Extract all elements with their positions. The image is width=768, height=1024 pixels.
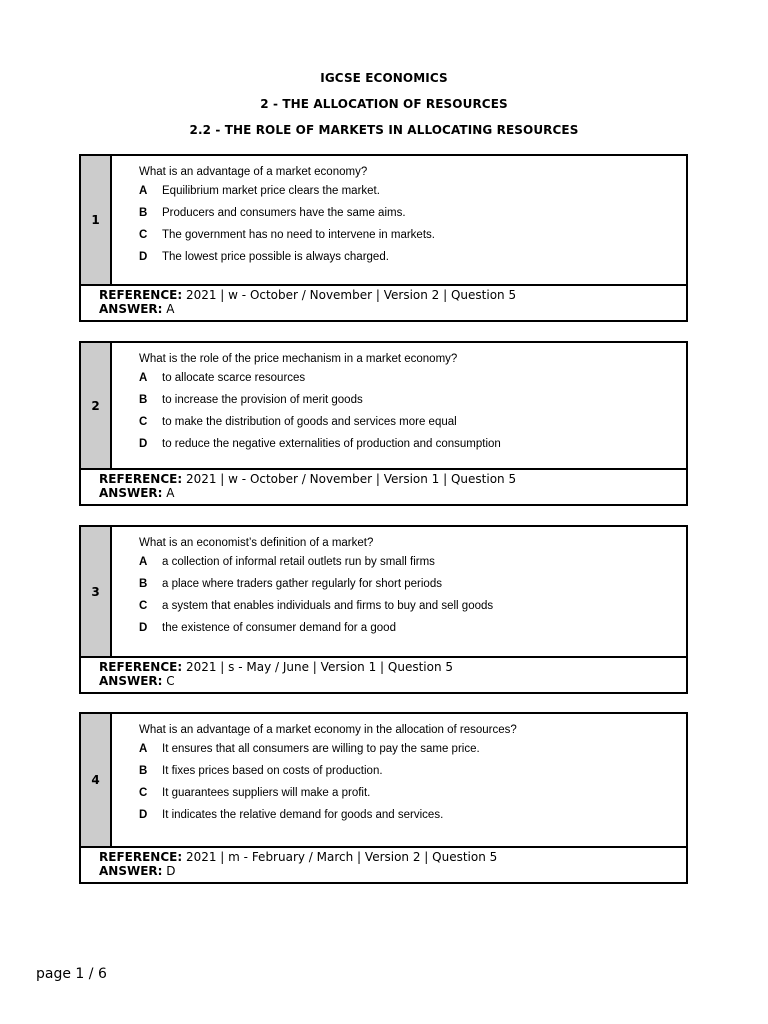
- question-block-4: [79, 712, 688, 884]
- unit-title: 2 - THE ALLOCATION OF RESOURCES: [260, 97, 508, 111]
- option-text: Producers and consumers have the same aims.: [162, 207, 406, 219]
- option-letter: D: [139, 438, 148, 450]
- question-content: [112, 714, 686, 846]
- option-letter: D: [139, 251, 148, 263]
- answer-label: ANSWER:: [99, 302, 163, 316]
- option-text: The government has no need to intervene in markets.: [162, 229, 435, 241]
- question-number: 3: [81, 527, 112, 656]
- question-content: [112, 343, 686, 468]
- answer-label: ANSWER:: [99, 674, 163, 688]
- option-text: to allocate scarce resources: [162, 372, 306, 384]
- option-text: to increase the provision of merit goods: [162, 394, 363, 406]
- option-letter: C: [139, 600, 148, 612]
- option-text: It guarantees suppliers will make a profit.: [162, 787, 371, 799]
- option-letter: D: [139, 622, 148, 634]
- option-text: It ensures that all consumers are willing to pay the same price.: [162, 743, 480, 755]
- question-body: [81, 527, 686, 658]
- reference-label: REFERENCE:: [99, 660, 183, 674]
- option-text: to reduce the negative externalities of production and consumption: [162, 438, 501, 450]
- option-letter: B: [139, 207, 148, 219]
- question-block-2: [79, 341, 688, 506]
- reference-label: REFERENCE:: [99, 850, 183, 864]
- question-text: What is an advantage of a market economy in the allocation of resources?: [139, 724, 517, 736]
- option-text: a collection of informal retail outlets run by small firms: [162, 556, 435, 568]
- document-title: IGCSE ECONOMICS: [320, 71, 448, 85]
- option-letter: B: [139, 765, 148, 777]
- answer-value: A: [166, 302, 175, 316]
- option-text: Equilibrium market price clears the market.: [162, 185, 380, 197]
- option-a: [139, 738, 686, 760]
- page-indicator: page 1 / 6: [36, 966, 107, 982]
- option-c: [139, 595, 686, 617]
- answer-line: [99, 674, 686, 688]
- option-letter: A: [139, 372, 148, 384]
- option-a: [139, 551, 686, 573]
- answer-label: ANSWER:: [99, 486, 163, 500]
- question-block-1: [79, 154, 688, 322]
- option-letter: C: [139, 787, 148, 799]
- reference-line: [99, 660, 686, 674]
- question-footer: [81, 470, 686, 504]
- option-b: [139, 202, 686, 224]
- option-text: to make the distribution of goods and services more equal: [162, 416, 457, 428]
- option-letter: B: [139, 394, 148, 406]
- reference-value: 2021 | m - February / March | Version 2 | Question 5: [185, 850, 498, 864]
- answer-value: C: [166, 674, 175, 688]
- question-number: 4: [81, 714, 112, 846]
- option-b: [139, 760, 686, 782]
- option-c: [139, 224, 686, 246]
- option-text: a system that enables individuals and firms to buy and sell goods: [162, 600, 494, 612]
- answer-line: [99, 302, 686, 316]
- option-b: [139, 389, 686, 411]
- option-text: the existence of consumer demand for a good: [162, 622, 396, 634]
- reference-line: [99, 288, 686, 302]
- reference-value: 2021 | w - October / November | Version 1 | Question 5: [185, 472, 517, 486]
- question-content: [112, 156, 686, 284]
- option-letter: A: [139, 743, 148, 755]
- option-text: It indicates the relative demand for goods and services.: [162, 809, 444, 821]
- question-number: 2: [81, 343, 112, 468]
- question-footer: [81, 658, 686, 692]
- option-c: [139, 782, 686, 804]
- option-a: [139, 367, 686, 389]
- question-text: What is an economist’s definition of a market?: [139, 537, 374, 549]
- option-letter: A: [139, 185, 148, 197]
- question-text: What is the role of the price mechanism in a market economy?: [139, 353, 458, 365]
- option-letter: C: [139, 229, 148, 241]
- question-number: 1: [81, 156, 112, 284]
- option-d: [139, 246, 686, 268]
- question-footer: [81, 848, 686, 882]
- option-text: The lowest price possible is always charged.: [162, 251, 389, 263]
- question-body: [81, 156, 686, 286]
- question-content: [112, 527, 686, 656]
- option-letter: A: [139, 556, 148, 568]
- option-letter: D: [139, 809, 148, 821]
- answer-line: [99, 486, 686, 500]
- question-text: What is an advantage of a market economy?: [139, 166, 368, 178]
- option-c: [139, 411, 686, 433]
- question-footer: [81, 286, 686, 320]
- reference-label: REFERENCE:: [99, 288, 183, 302]
- reference-line: [99, 850, 686, 864]
- answer-value: A: [166, 486, 175, 500]
- option-d: [139, 617, 686, 639]
- option-d: [139, 433, 686, 455]
- question-body: [81, 714, 686, 848]
- option-a: [139, 180, 686, 202]
- reference-value: 2021 | s - May / June | Version 1 | Question 5: [185, 660, 454, 674]
- option-letter: C: [139, 416, 148, 428]
- reference-line: [99, 472, 686, 486]
- question-body: [81, 343, 686, 470]
- reference-value: 2021 | w - October / November | Version 2 | Question 5: [185, 288, 517, 302]
- option-text: It fixes prices based on costs of production.: [162, 765, 383, 777]
- answer-line: [99, 864, 686, 878]
- option-letter: B: [139, 578, 148, 590]
- question-block-3: [79, 525, 688, 694]
- option-d: [139, 804, 686, 826]
- reference-label: REFERENCE:: [99, 472, 183, 486]
- topic-title: 2.2 - THE ROLE OF MARKETS IN ALLOCATING RESOURCES: [189, 123, 579, 137]
- answer-value: D: [166, 864, 176, 878]
- answer-label: ANSWER:: [99, 864, 163, 878]
- option-text: a place where traders gather regularly for short periods: [162, 578, 442, 590]
- option-b: [139, 573, 686, 595]
